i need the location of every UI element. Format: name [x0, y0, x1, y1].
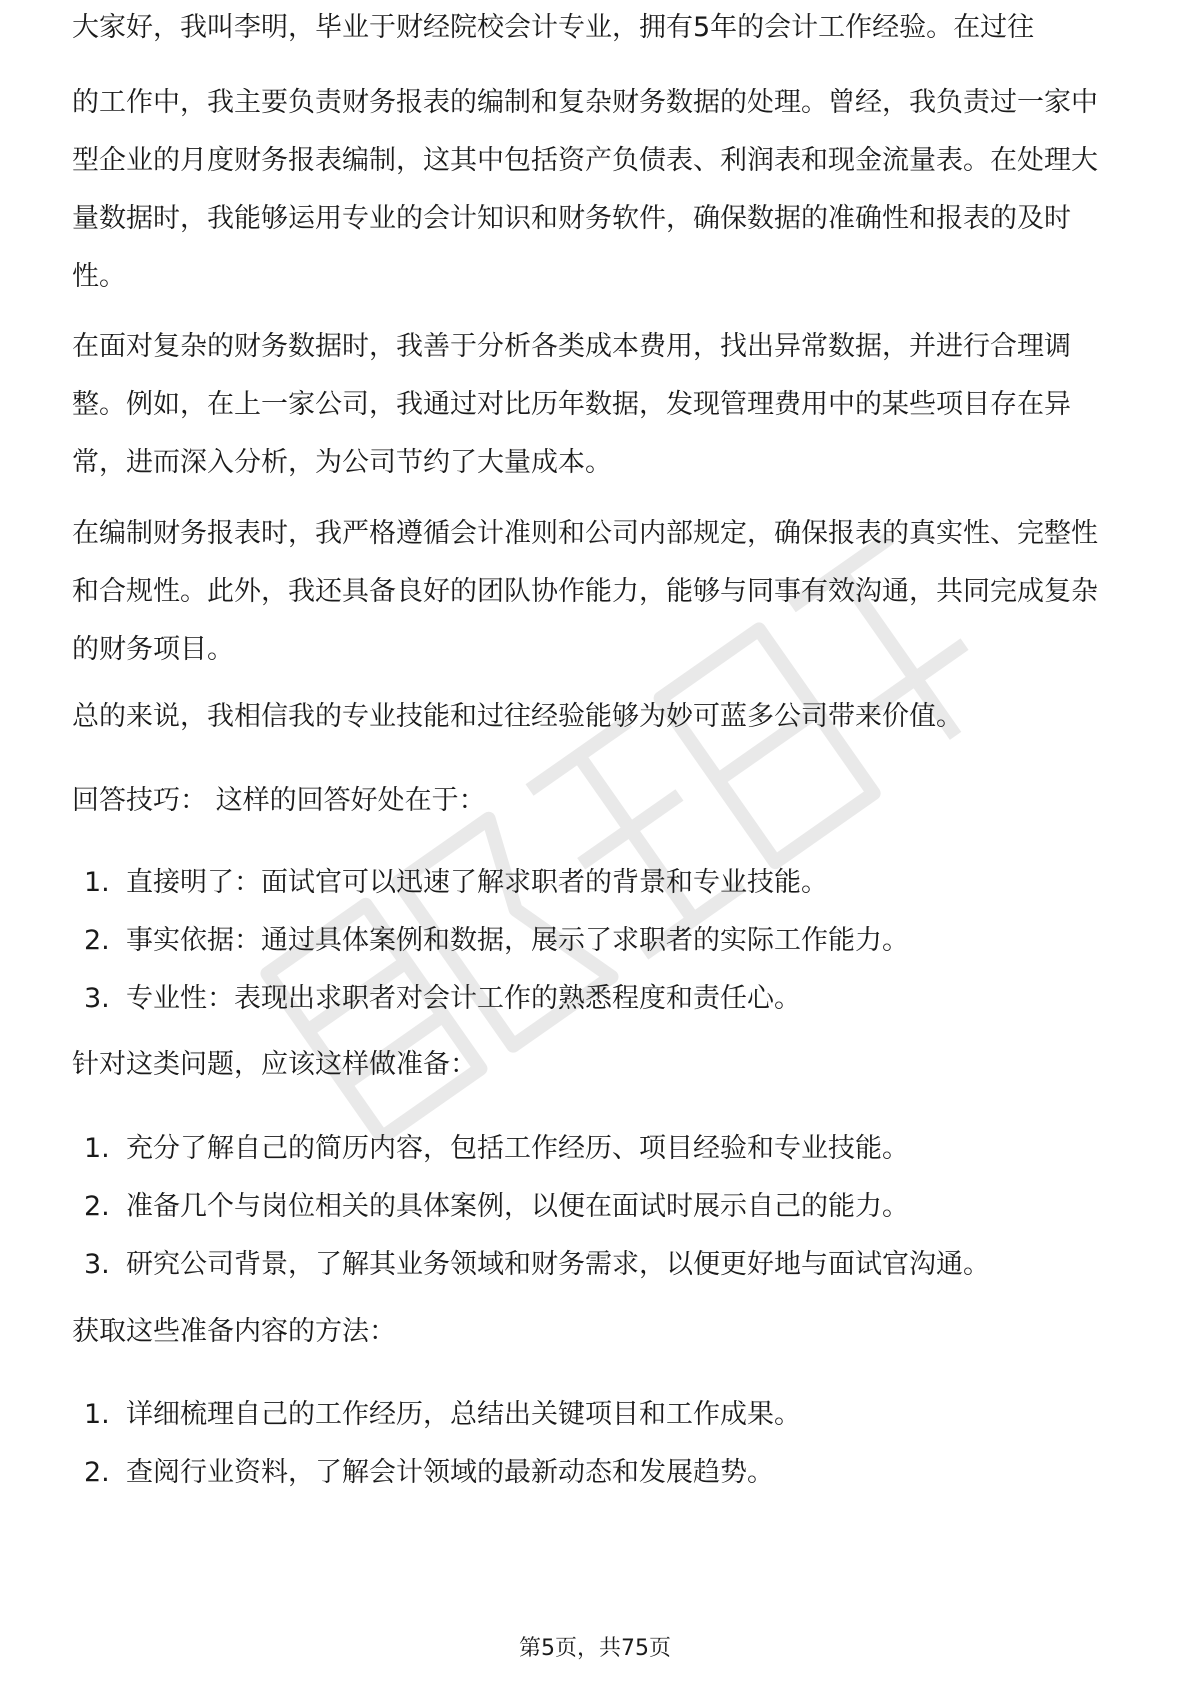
list-item	[84, 1178, 1104, 1236]
list-number: 1.	[84, 1399, 110, 1430]
list-item	[84, 1236, 1104, 1294]
list-item	[84, 1444, 1104, 1502]
list-item-text: 详细梳理自己的工作经历，总结出关键项目和工作成果。	[126, 1399, 801, 1430]
list-number: 2.	[84, 1191, 110, 1222]
paragraph-reporting-standards: 在编制财务报表时，我严格遵循会计准则和公司内部规定，确保报表的真实性、完整性和合规性。此外，我还具备良好的团队协作能力，能够与同事有效沟通，共同完成复杂的财务项目。	[72, 518, 1098, 665]
page-number-footer: 第5页，共75页	[519, 1636, 671, 1661]
list-item-text: 事实依据：通过具体案例和数据，展示了求职者的实际工作能力。	[126, 925, 909, 956]
list-number: 2.	[84, 1457, 110, 1488]
list-number: 3.	[84, 983, 110, 1014]
paragraph-summary: 总的来说，我相信我的专业技能和过往经验能够为妙可蓝多公司带来价值。	[72, 701, 963, 732]
cut-off-line-text: 大家好，我叫李明，毕业于财经院校会计专业，拥有5年的会计工作经验。在过往	[72, 12, 1035, 43]
list-item-text: 准备几个与岗位相关的具体案例，以便在面试时展示自己的能力。	[126, 1191, 909, 1222]
methods-heading: 获取这些准备内容的方法：	[72, 1316, 396, 1347]
tips-heading: 回答技巧： 这样的回答好处在于：	[72, 785, 486, 816]
list-item-text: 充分了解自己的简历内容，包括工作经历、项目经验和专业技能。	[126, 1133, 909, 1164]
list-number: 1.	[84, 867, 110, 898]
prep-heading: 针对这类问题，应该这样做准备：	[72, 1049, 477, 1080]
list-item	[84, 970, 1104, 1028]
list-item	[84, 1120, 1104, 1178]
list-number: 2.	[84, 925, 110, 956]
list-item-text: 查阅行业资料，了解会计领域的最新动态和发展趋势。	[126, 1457, 774, 1488]
list-item	[84, 854, 1104, 912]
list-number: 1.	[84, 1133, 110, 1164]
tips-list	[84, 854, 1104, 1028]
paragraph-work-experience: 的工作中，我主要负责财务报表的编制和复杂财务数据的处理。曾经，我负责过一家中型企业的月度财务报表编制，这其中包括资产负债表、利润表和现金流量表。在处理大量数据时，我能够运用专业的会计知识和财务软件，确保数据的准确性和报表的及时性。	[72, 87, 1098, 292]
list-item	[84, 1386, 1104, 1444]
prep-list	[84, 1120, 1104, 1294]
methods-list	[84, 1386, 1104, 1502]
paragraph-data-analysis: 在面对复杂的财务数据时，我善于分析各类成本费用，找出异常数据，并进行合理调整。例如，在上一家公司，我通过对比历年数据，发现管理费用中的某些项目存在异常，进而深入分析，为公司节约了大量成本。	[72, 331, 1071, 478]
list-item-text: 直接明了：面试官可以迅速了解求职者的背景和专业技能。	[126, 867, 828, 898]
cut-off-top-line	[72, 12, 1118, 58]
list-item-text: 专业性：表现出求职者对会计工作的熟悉程度和责任心。	[126, 983, 801, 1014]
list-item-text: 研究公司背景，了解其业务领域和财务需求，以便更好地与面试官沟通。	[126, 1249, 990, 1280]
list-item	[84, 912, 1104, 970]
list-number: 3.	[84, 1249, 110, 1280]
